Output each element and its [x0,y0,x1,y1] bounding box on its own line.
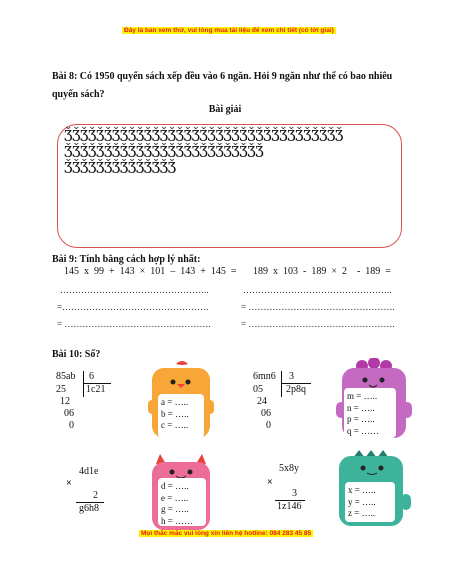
answer-line: ǮǮǮǮǮǮǮǮǮǮǮǮǮǮ [64,159,176,177]
multiplicand: 4d1e [79,466,99,477]
product: 1z146 [277,501,302,512]
answer-dots: =…………………………………………. [57,302,209,312]
card-line: y = ….. [348,496,376,507]
card-line: e = ….. [161,492,189,503]
card-line: m = ….. [347,391,378,401]
answer-card [345,482,395,522]
dividend: 85ab [56,371,76,382]
remainder-step: 06 [64,408,74,419]
expression-1: 145 x 99 + 143 × 101 – 143 + 145 = [64,266,237,277]
answer-dots: ………………………………………….. [60,285,209,295]
expression-2: 189 x 103 - 189 × 2 - 189 = [253,266,391,277]
card-line: x = ….. [348,485,376,495]
card-line: c = ….. [161,420,189,430]
answer-dots: = …………………………………………. [57,319,211,329]
hotline-note: Mọi thắc mắc vui lòng xin liên hệ hotline: 084 283 45 85 [141,530,312,537]
card-line: b = ….. [161,408,189,419]
preview-note: Đây là bản xem thử, vui lòng mua tài liệu để xem chi tiết (có lời giải) [124,27,334,34]
times-sign: × [66,478,72,489]
card-line: z = ….. [348,508,376,518]
orange-monster [148,360,218,440]
card-line: a = ….. [161,397,189,407]
answer-dots: = …………………………………………. [241,302,395,312]
card-line: q = …… [347,425,380,436]
divisor: 3 [289,371,294,382]
pink-monster [146,454,216,532]
answer-card [158,394,204,438]
answer-card [158,478,206,526]
answer-dots: = …………………………………………. [241,319,395,329]
question-8: Bài 8: Có 1950 quyển sách xếp đều vào 6 ngăn. Hỏi 9 ngăn như thế có bao nhiêu quyển sách? [52,71,393,100]
answer-line: ǮǮǮǮǮǮǮǮǮǮǮǮǮǮǮǮǮǮǮǮǮǮǮǮǮǮǮǮǮǮǮǮǮǮǮ [64,127,343,145]
multiplier: 3 [292,488,297,499]
multiplication-2 [267,463,317,513]
card-line: n = ….. [347,402,375,413]
multiplier: 2 [93,490,98,501]
card-line: h = …… [161,515,194,526]
long-division-1 [56,371,126,431]
answer-dots: ………………………………………….. [243,285,392,295]
multiplicand: 5x8y [279,463,299,474]
remainder-step: 0 [266,420,271,431]
question-9: Bài 9: Tính bằng cách hợp lý nhất: [52,254,201,265]
answer-line: ǮǮǮǮǮǮǮǮǮǮǮǮǮǮǮǮǮǮǮǮǮǮǮǮǮ [64,143,264,161]
card-line: g = ….. [161,504,189,514]
long-division-2 [253,371,323,431]
quotient: 1c21 [86,384,106,395]
remainder-step: 05 [253,384,263,395]
card-line: d = ….. [161,481,189,491]
remainder-step: 06 [261,408,271,419]
card-line: p = ….. [347,414,375,424]
remainder-step: 12 [60,396,70,407]
product: g6h8 [79,503,99,514]
remainder-step: 24 [257,396,267,407]
remainder-step: 25 [56,384,66,395]
multiplication-1 [66,466,116,516]
divisor: 6 [89,371,94,382]
solution-title: Bài giải [208,104,242,115]
question-10: Bài 10: Số? [52,349,101,360]
remainder-step: 0 [69,420,74,431]
green-monster [333,450,413,530]
dividend: 6mn6 [253,371,276,382]
purple-monster [336,358,414,444]
times-sign: × [267,477,273,488]
quotient: 2p8q [286,384,306,395]
answer-card [344,388,396,438]
